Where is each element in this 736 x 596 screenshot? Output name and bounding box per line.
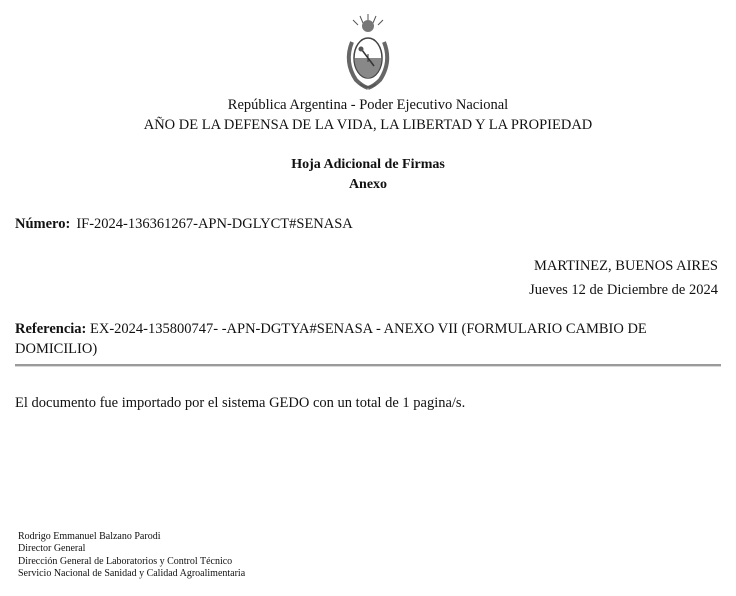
place: MARTINEZ, BUENOS AIRES <box>533 258 718 274</box>
signature-organization: Servicio Nacional de Sanidad y Calidad Agroalimentaria <box>18 568 246 579</box>
signature-name: Rodrigo Emmanuel Balzano Parodi <box>18 531 161 542</box>
header-line-2: AÑO DE LA DEFENSA DE LA VIDA, LA LIBERTAD Y LA PROPIEDAD <box>143 117 593 133</box>
numero-label: Número: <box>15 216 71 232</box>
date: Jueves 12 de Diciembre de 2024 <box>529 282 718 298</box>
signature-role: Director General <box>18 543 86 554</box>
body-text: El documento fue importado por el sistema GEDO con un total de 1 pagina/s. <box>15 395 466 411</box>
document-title: Hoja Adicional de Firmas <box>291 157 445 172</box>
header-line-1: República Argentina - Poder Ejecutivo Nacional <box>227 97 509 113</box>
referencia <box>15 319 715 359</box>
signature-department: Dirección General de Laboratorios y Control Técnico <box>18 556 233 567</box>
referencia-value: EX-2024-135800747- -APN-DGTYA#SENASA - ANEXO VII (FORMULARIO CAMBIO DE DOMICILIO) <box>15 321 647 357</box>
document-subtitle: Anexo <box>348 177 388 192</box>
divider <box>15 364 721 367</box>
numero-value: IF-2024-136361267-APN-DGLYCT#SENASA <box>76 216 353 232</box>
referencia-label: Referencia: <box>15 321 87 337</box>
coat-of-arms-icon <box>338 12 398 92</box>
document-number <box>15 216 353 233</box>
